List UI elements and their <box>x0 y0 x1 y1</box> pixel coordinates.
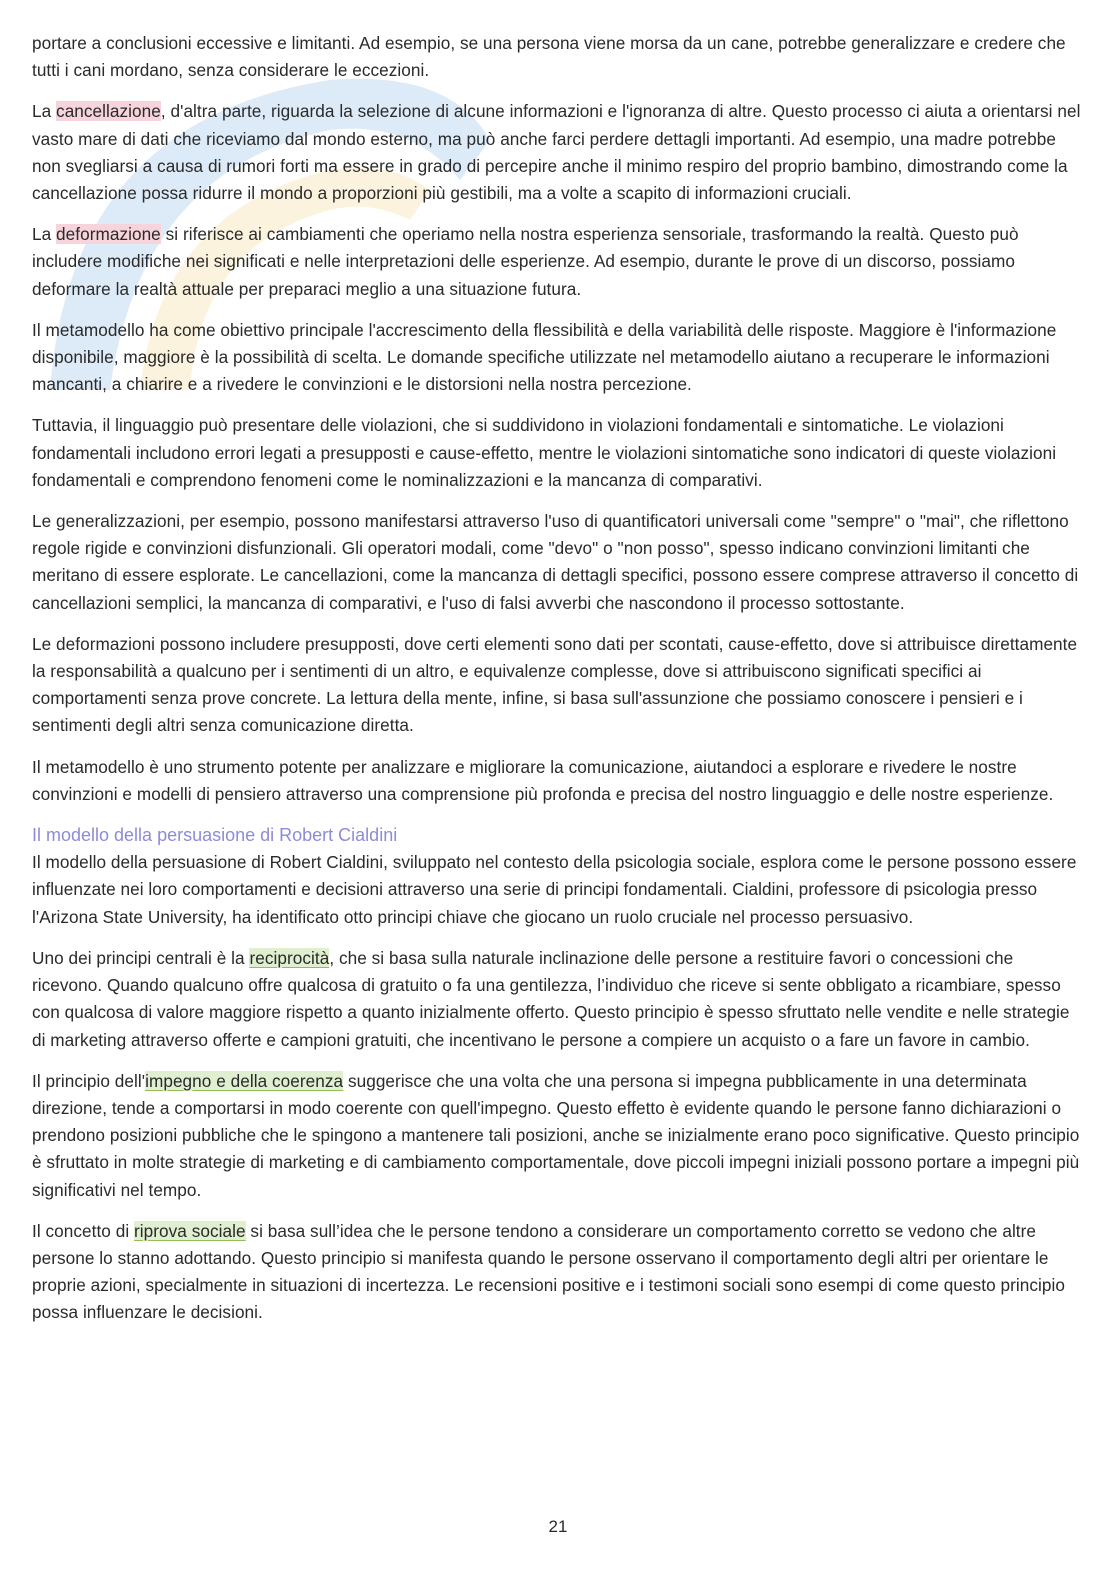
text-run: La <box>32 224 57 245</box>
highlight-term-impegno-coerenza: impegno e della coerenza <box>145 1070 344 1091</box>
text-run: si riferisce ai cambiamenti che operiamo nella nostra esperienza sensoriale, trasformando la realtà. Questo può includere modifiche nei significati e nelle interpretazioni delle esperienze. Ad esempio, durante le prove di un discorso, possiamo deformare la realtà attuale per preparaci meglio a una situazione futura. <box>32 224 1019 299</box>
page-number: 21 <box>548 1517 568 1536</box>
paragraph-metamodello-strumento: Il metamodello è uno strumento potente per analizzare e migliorare la comunicazione, aiutandoci a esplorare e rivedere le nostre convinzioni e modelli di pensiero attraverso una comprensione più profonda e precisa del nostro linguaggio e delle nostre esperienze. <box>32 756 1054 804</box>
section-heading-cialdini: Il modello della persuasione di Robert Cialdini <box>32 825 398 846</box>
text-run: La <box>32 101 57 122</box>
paragraph-generalization-end: portare a conclusioni eccessive e limitanti. Ad esempio, se una persona viene morsa da un cane, potrebbe generalizzare e credere che tutti i cani mordano, senza considerare le eccezioni. <box>32 33 1066 81</box>
document-page <box>32 30 1082 1341</box>
paragraph-cialdini-intro: Il modello della persuasione di Robert Cialdini, sviluppato nel contesto della psicologia sociale, esplora come le persone possono essere influenzate nei loro comportamenti e decisioni attraverso una serie di principi fondamentali. Cialdini, professore di psicologia presso l'Arizona State University, ha identificato otto principi chiave che giocano un ruolo cruciale nel processo persuasivo. <box>32 852 1077 927</box>
paragraph-generalizzazioni: Le generalizzazioni, per esempio, possono manifestarsi attraverso l'uso di quantificatori universali come "sempre" o "mai", che riflettono regole rigide e convinzioni disfunzionali. Gli operatori modali, come "devo" o "non posso", spesso indicano convinzioni limitanti che meritano di essere esplorate. Le cancellazioni, come la mancanza di dettagli specifici, possono essere comprese attraverso il concetto di cancellazioni semplici, la mancanza di comparativi, e l'uso di falsi avverbi che nascondono il processo sottostante. <box>32 511 1079 613</box>
text-run: , che si basa sulla naturale inclinazione delle persone a restituire favori o concessioni che ricevono. Quando qualcuno offre qualcosa di gratuito o fa una gentilezza, l’individuo che riceve si sente obbligato a ricambiare, spesso con qualcosa di valore maggiore rispetto a quanto inizialmente offerto. Questo principio è spesso sfruttato nelle vendite e nelle strategie di marketing attraverso offerte e campioni gratuiti, che incentivano le persone a compiere un acquisto o a fare un favore in cambio. <box>32 947 1070 1050</box>
text-run: si basa sull’idea che le persone tendono a considerare un comportamento corretto se vedono che altre persone lo stanno adottando. Questo principio si manifesta quando le persone osservano il comportamento degli altri per orientare le proprie azioni, specialmente in situazioni di incertezza. Le recensioni positive e i testimoni sociali sono esempi di come questo principio possa influenzare le decisioni. <box>32 1220 1065 1323</box>
highlight-term-reciprocita: reciprocità <box>249 947 330 968</box>
text-run: suggerisce che una volta che una persona si impegna pubblicamente in una determinata direzione, tende a comportarsi in modo coerente con quell'impegno. Questo effetto è evidente quando le persone fanno dichiarazioni o prendono posizioni pubbliche che le spingono a mantenere tali posizioni, anche se inizialmente erano poco significative. Questo principio è sfruttato in molte strategie di marketing e di cambiamento comportamentale, dove piccoli impegni iniziali possono portare a impegni più significativi nel tempo. <box>32 1070 1080 1200</box>
paragraph-cancellazione <box>32 98 1082 207</box>
paragraph-riprova-sociale <box>32 1218 1082 1327</box>
text-run: Uno dei principi centrali è la <box>32 947 250 968</box>
paragraph-deformazione <box>32 221 1082 303</box>
paragraph-deformazioni: Le deformazioni possono includere presupposti, dove certi elementi sono dati per scontati, cause-effetto, dove si attribuisce direttamente la responsabilità a qualcuno per i sentimenti di un altro, e equivalenze complesse, dove si attribuiscono significati specifici ai comportamenti senza prove concrete. La lettura della mente, infine, si basa sull'assunzione che possiamo conoscere i pensieri e i sentimenti degli altri senza comunicazione diretta. <box>32 633 1078 736</box>
paragraph-metamodello-obiettivo: Il metamodello ha come obiettivo principale l'accrescimento della flessibilità e della variabilità delle risposte. Maggiore è l'informazione disponibile, maggiore è la possibilità di scelta. Le domande specifiche utilizzate nel metamodello aiutano a recuperare le informazioni mancanti, a chiarire e a rivedere le convinzioni e le distorsioni nella nostra percezione. <box>32 319 1057 395</box>
paragraph-impegno-coerenza <box>32 1068 1082 1204</box>
text-run: , d'altra parte, riguarda la selezione di alcune informazioni e l'ignoranza di altre. Questo processo ci aiuta a orientarsi nel vasto mare di dati che riceviamo dal mondo esterno, ma può anche farci perdere dettagli importanti. Ad esempio, una madre potrebbe non svegliarsi a causa di rumori forti ma essere in grado di percepire anche il minimo respiro del proprio bambino, dimostrando come la cancellazione possa ridurre il mondo a proporzioni più gestibili, ma a volte a scapito di informazioni cruciali. <box>32 101 1081 204</box>
highlight-term-riprova-sociale: riprova sociale <box>134 1220 246 1241</box>
highlight-term-deformazione: deformazione <box>56 224 161 245</box>
highlight-term-cancellazione: cancellazione <box>56 101 161 122</box>
paragraph-reciprocita <box>32 945 1082 1054</box>
paragraph-violazioni: Tuttavia, il linguaggio può presentare delle violazioni, che si suddividono in violazioni fondamentali e sintomatiche. Le violazioni fondamentali includono errori legati a presupposti e cause-effetto, mentre le violazioni sintomatiche sono indicatori di queste violazioni fondamentali e comprendono fenomeni come le nominalizzazioni e la mancanza di comparativi. <box>32 415 1057 490</box>
text-run: Il principio dell' <box>32 1070 146 1091</box>
text-run: Il concetto di <box>32 1220 135 1241</box>
